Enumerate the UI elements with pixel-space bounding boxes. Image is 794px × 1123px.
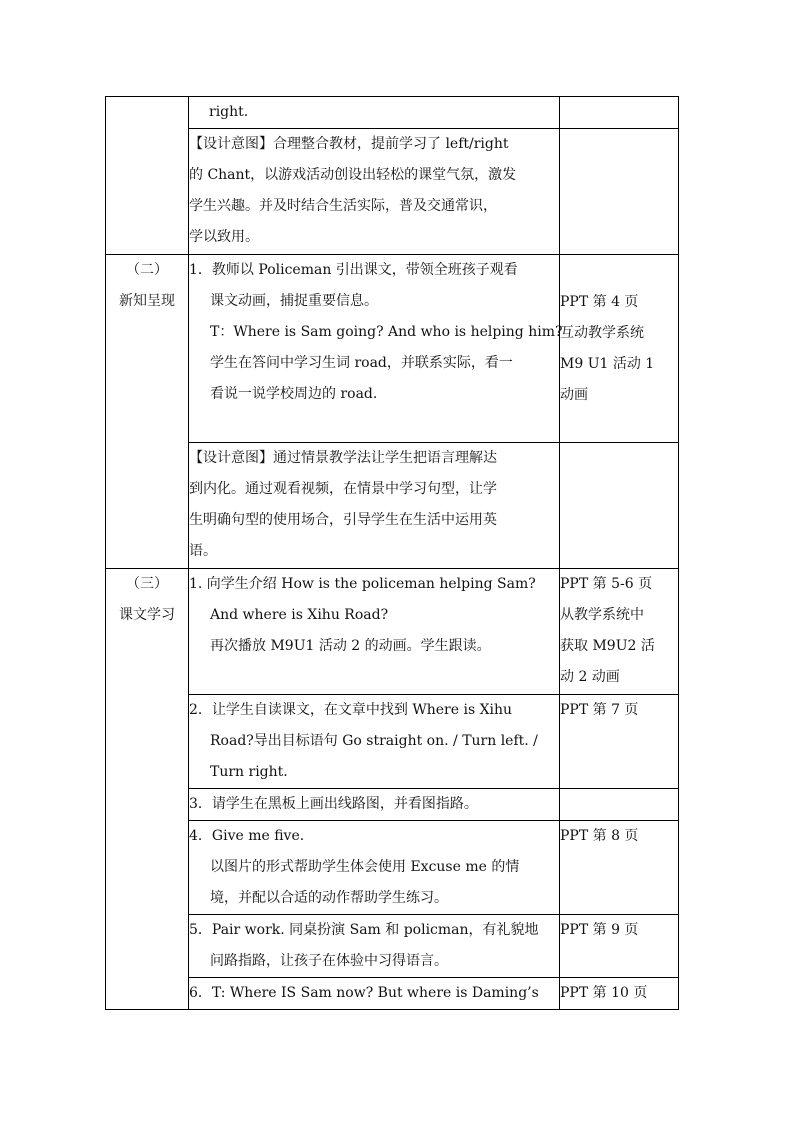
content-line: Road?导出目标语句 Go straight on. / Turn left. / (210, 733, 538, 749)
resource-line: PPT 第 7 页 (560, 702, 639, 718)
content-cell (189, 129, 560, 255)
resource-line: PPT 第 10 页 (560, 985, 648, 1001)
table-row (106, 821, 679, 915)
resource-line: 动 2 动画 (560, 669, 620, 685)
table-row (106, 915, 679, 978)
resource-line: PPT 第 8 页 (560, 828, 639, 844)
resource-cell (560, 915, 679, 978)
content-line: 境，并配以合适的动作帮助学生练习。 (210, 890, 448, 906)
content-line: And where is Xihu Road? (210, 607, 389, 623)
content-cell (189, 789, 560, 821)
resource-line: PPT 第 4 页 (560, 293, 639, 310)
resource-cell (560, 569, 679, 695)
resource-cell (560, 978, 679, 1010)
content-line: 学生在答问中学习生词 road，并联系实际，看一 (210, 355, 513, 371)
content-cell (189, 915, 560, 978)
stage-cell-empty (106, 97, 189, 255)
stage-name: 新知呈现 (119, 293, 175, 309)
content-line: 课文动画，捕捉重要信息。 (210, 293, 378, 309)
content-line: 语。 (189, 543, 217, 559)
resource-line: 从教学系统中 (560, 607, 644, 623)
content-line: 再次播放 M9U1 活动 2 的动画。学生跟读。 (210, 638, 491, 654)
content-line: 2．让学生自读课文，在文章中找到 Where is Xihu (189, 702, 513, 718)
content-cell (189, 978, 560, 1010)
content-line: 问路指路，让孩子在体验中习得语言。 (210, 953, 448, 969)
resource-line: PPT 第 5-6 页 (560, 576, 653, 592)
stage-cell (106, 569, 189, 1010)
content-line: 【设计意图】通过情景教学法让学生把语言理解达 (189, 450, 497, 466)
table-row (106, 443, 679, 569)
content-line: 1. 向学生介绍 How is the policeman helping Sam? (189, 576, 536, 592)
content-cell (189, 443, 560, 569)
resource-cell (560, 695, 679, 789)
content-line: 【设计意图】合理整合教材，提前学习了 left/right (189, 136, 509, 152)
table-row (106, 789, 679, 821)
resource-cell (560, 443, 679, 569)
content-cell (189, 569, 560, 695)
content-cell (189, 821, 560, 915)
resource-cell (560, 789, 679, 821)
table-row (106, 255, 679, 443)
resource-line: 获取 M9U2 活 (560, 638, 655, 654)
resource-cell (560, 129, 679, 255)
content-cell (189, 97, 560, 129)
resource-line: PPT 第 9 页 (560, 922, 639, 938)
content-line: 5．Pair work. 同桌扮演 Sam 和 policman，有礼貌地 (189, 922, 539, 938)
resource-line: 互动教学系统 (560, 324, 644, 341)
content-line: 生明确句型的使用场合，引导学生在生活中运用英 (189, 512, 497, 528)
content-line: Turn right. (210, 764, 288, 780)
content-cell (189, 255, 563, 443)
resource-cell (560, 97, 679, 129)
content-line: right. (209, 104, 249, 120)
content-line: 到内化。通过观看视频，在情景中学习句型，让学 (189, 481, 497, 497)
lesson-plan-table (105, 96, 679, 1010)
resource-line: 动画 (560, 386, 588, 403)
content-line: 3．请学生在黑板上画出线路图，并看图指路。 (189, 796, 478, 812)
table-row (106, 695, 679, 789)
content-line: 4．Give me five. (189, 828, 305, 844)
stage-cell (106, 255, 189, 569)
content-line: 6．T: Where IS Sam now? But where is Daming’s (189, 985, 539, 1001)
stage-name: 课文学习 (119, 607, 175, 623)
resource-line: M9 U1 活动 1 (560, 355, 655, 372)
table-row (106, 129, 679, 255)
table-row (106, 978, 679, 1010)
resource-cell (560, 821, 679, 915)
content-line: 的 Chant，以游戏活动创设出轻松的课堂气氛，激发 (189, 167, 517, 183)
table-row (106, 569, 679, 695)
content-line: 1．教师以 Policeman 引出课文，带领全班孩子观看 (189, 262, 518, 278)
content-line: T：Where is Sam going? And who is helping him? (210, 324, 563, 340)
resource-cell (560, 255, 679, 443)
table-row (106, 97, 679, 129)
stage-number: （二） (126, 262, 168, 278)
content-line: 学以致用。 (189, 229, 259, 245)
content-line: 学生兴趣。并及时结合生活实际，普及交通常识， (189, 198, 497, 214)
content-cell (189, 695, 560, 789)
content-line: 看说一说学校周边的 road. (210, 386, 378, 402)
content-line: 以图片的形式帮助学生体会使用 Excuse me 的情 (210, 859, 520, 875)
stage-number: （三） (126, 576, 168, 592)
